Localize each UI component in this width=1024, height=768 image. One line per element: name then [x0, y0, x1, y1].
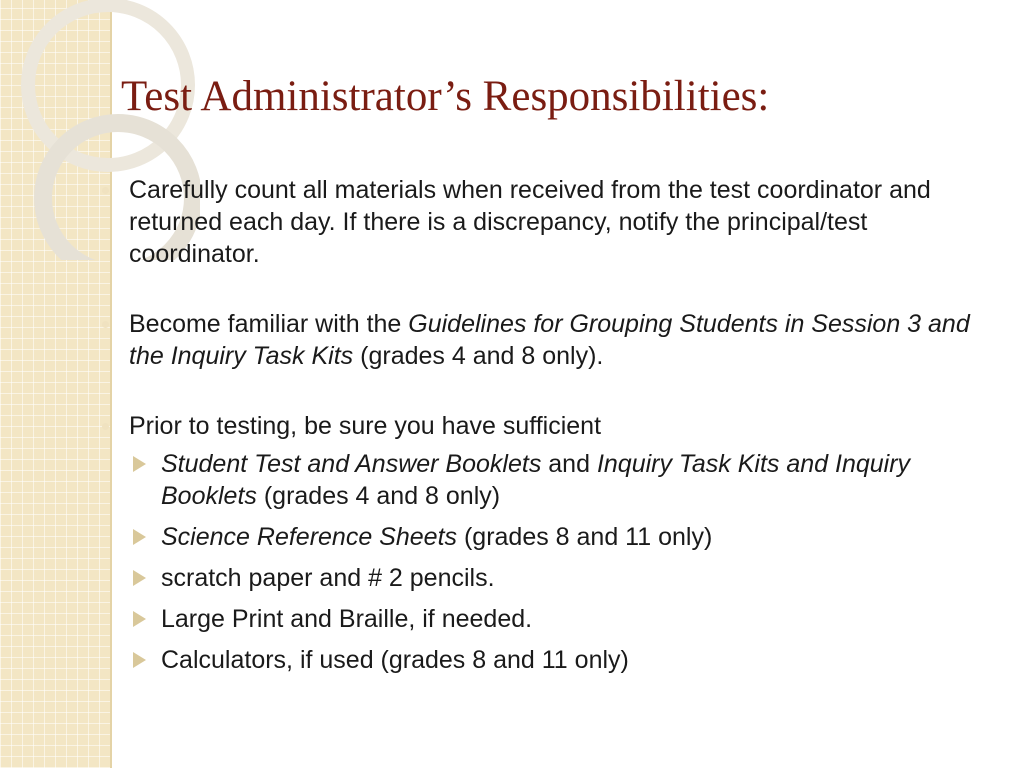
subitem-italic: Science Reference Sheets	[161, 523, 458, 551]
subitem-text: scratch paper and # 2 pencils.	[161, 564, 495, 592]
bullet-prior-to-testing	[100, 410, 980, 676]
bullet-text-suffix: (grades 4 and 8 only).	[353, 342, 604, 370]
bullet-become-familiar	[100, 308, 980, 372]
subitem-booklets	[129, 448, 980, 512]
subitem-text: Calculators, if used (grades 8 and 11 only)	[161, 646, 629, 674]
arrow-bullet-icon	[133, 456, 146, 472]
arrow-bullet-icon	[133, 611, 146, 627]
arrow-bullet-icon	[133, 529, 146, 545]
subitem-text: and	[541, 450, 597, 478]
subitem-italic: Student Test and Answer Booklets	[161, 450, 542, 478]
subitem-italic: Inquiry Task Kits and Inquiry Booklets	[161, 450, 911, 510]
bullet-text: Carefully count all materials when received from the test coordinator and returned each day. If there is a discrepancy, notify the principal/test coordinator.	[129, 176, 931, 268]
bullet-text-prefix: Become familiar with the	[129, 310, 409, 338]
bullet-text: Prior to testing, be sure you have sufficient	[129, 412, 602, 440]
subitem-text: Large Print and Braille, if needed.	[161, 605, 533, 633]
slide-content	[100, 174, 980, 685]
subitem-calculators	[129, 644, 980, 676]
arrow-bullet-icon	[133, 652, 146, 668]
bullet-dot	[102, 321, 109, 328]
guidelines-title: Guidelines for Grouping Students in Session 3 and the Inquiry Task Kits	[129, 310, 970, 370]
arrow-bullet-icon	[133, 570, 146, 586]
slide-title: Test Administrator’s Responsibilities:	[121, 73, 770, 120]
subitem-large-print	[129, 603, 980, 635]
materials-sublist	[129, 448, 980, 676]
bullet-dot	[102, 187, 109, 194]
subitem-reference-sheets	[129, 521, 980, 553]
bullet-count-materials	[100, 174, 980, 270]
subitem-text: (grades 4 and 8 only)	[256, 482, 501, 510]
subitem-scratch-paper	[129, 562, 980, 594]
subitem-text: (grades 8 and 11 only)	[457, 523, 713, 551]
bullet-dot	[102, 423, 109, 430]
